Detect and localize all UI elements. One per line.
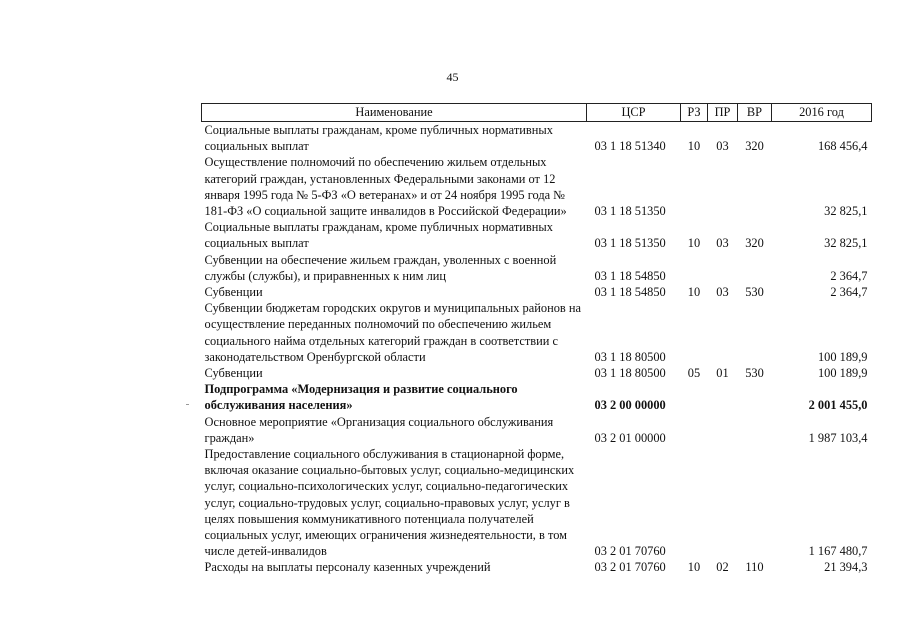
table-row xyxy=(202,219,872,251)
table-row xyxy=(202,284,872,300)
row-vr-code xyxy=(738,414,772,446)
table-row xyxy=(202,559,872,575)
row-csr-code: 03 2 00 00000 xyxy=(594,398,666,413)
row-rz-code xyxy=(681,414,708,446)
table-row xyxy=(202,122,872,155)
row-pr-code: 03 xyxy=(716,236,729,251)
header-pr: ПР xyxy=(708,104,738,122)
row-pr-code: 02 xyxy=(716,560,729,575)
row-name: Основное мероприятие «Организация социального обслуживания граждан» xyxy=(204,414,554,445)
margin-mark xyxy=(186,404,189,405)
row-rz-code: 10 xyxy=(687,236,701,251)
row-name: Подпрограмма «Модернизация и развитие социального обслуживания населения» xyxy=(204,382,518,413)
row-amount: 21 394,3 xyxy=(824,560,868,575)
row-csr-code: 03 2 01 70760 xyxy=(594,560,666,575)
row-vr-code: 320 xyxy=(745,236,764,251)
row-csr-code: 03 1 18 80500 xyxy=(594,349,666,364)
row-rz-code xyxy=(681,300,708,365)
row-pr-code xyxy=(708,252,738,284)
row-amount: 1 987 103,4 xyxy=(808,430,868,445)
row-rz-code xyxy=(681,381,708,413)
row-amount: 2 364,7 xyxy=(830,285,868,300)
row-csr-code: 03 1 18 51340 xyxy=(594,139,666,154)
row-vr-code: 110 xyxy=(745,560,764,575)
table-row xyxy=(202,365,872,381)
row-vr-code xyxy=(738,446,772,559)
row-amount: 1 167 480,7 xyxy=(808,544,868,559)
row-rz-code xyxy=(681,446,708,559)
row-rz-code: 05 xyxy=(687,366,701,381)
row-amount: 2 364,7 xyxy=(830,268,868,283)
row-csr-code: 03 1 18 54850 xyxy=(594,268,666,283)
row-csr-code: 03 2 01 00000 xyxy=(594,430,666,445)
row-pr-code xyxy=(708,381,738,413)
row-pr-code: 03 xyxy=(716,285,729,300)
row-pr-code: 01 xyxy=(716,366,729,381)
header-name: Наименование xyxy=(202,104,587,122)
row-name: Социальные выплаты гражданам, кроме публичных нормативных социальных выплат xyxy=(204,123,553,154)
row-pr-code: 03 xyxy=(716,139,729,154)
table-row xyxy=(202,381,872,413)
row-name: Осуществление полномочий по обеспечению жильем отдельных категорий граждан, установленных Федеральными законами от 12 января 1995 года № 5-ФЗ «О ветеранах» и от 24 ноября 1995 года № 181-ФЗ «О социальной защите инвалидов в Российской Федерации» xyxy=(204,155,567,219)
header-csr: ЦСР xyxy=(587,104,681,122)
row-name: Субвенции xyxy=(204,366,263,381)
row-csr-code: 03 1 18 54850 xyxy=(594,285,666,300)
row-pr-code xyxy=(708,446,738,559)
row-amount: 32 825,1 xyxy=(824,236,868,251)
row-rz-code: 10 xyxy=(687,560,701,575)
table-body xyxy=(202,122,872,576)
row-name: Социальные выплаты гражданам, кроме публичных нормативных социальных выплат xyxy=(204,220,553,251)
row-rz-code: 10 xyxy=(687,139,701,154)
row-name: Субвенции на обеспечение жильем граждан, уволенных с военной службы (службы), и приравненных к ним лиц xyxy=(204,252,557,283)
table-row xyxy=(202,154,872,219)
row-name: Расходы на выплаты персоналу казенных учреждений xyxy=(204,560,491,575)
row-csr-code: 03 1 18 80500 xyxy=(594,366,666,381)
table-row xyxy=(202,446,872,559)
row-csr-code: 03 1 18 51350 xyxy=(594,204,666,219)
row-amount: 32 825,1 xyxy=(824,204,868,219)
row-amount: 2 001 455,0 xyxy=(808,398,868,413)
row-vr-code: 530 xyxy=(745,285,764,300)
row-amount: 100 189,9 xyxy=(817,366,868,381)
row-vr-code xyxy=(738,154,772,219)
header-rz: РЗ xyxy=(681,104,708,122)
table-row xyxy=(202,252,872,284)
row-csr-code: 03 1 18 51350 xyxy=(594,236,666,251)
row-rz-code xyxy=(681,252,708,284)
row-vr-code xyxy=(738,252,772,284)
row-pr-code xyxy=(708,154,738,219)
row-pr-code xyxy=(708,414,738,446)
header-vr: ВР xyxy=(738,104,772,122)
row-amount: 168 456,4 xyxy=(817,139,868,154)
header-year: 2016 год xyxy=(772,104,872,122)
row-name: Субвенции бюджетам городских округов и муниципальных районов на осуществление переданных полномочий по обеспечению жильем социального найма отдельных категорий граждан в соответствии с законодательством Оренбургской области xyxy=(204,301,581,364)
row-pr-code xyxy=(708,300,738,365)
row-amount: 100 189,9 xyxy=(817,349,868,364)
row-csr-code: 03 2 01 70760 xyxy=(594,544,666,559)
table-row xyxy=(202,414,872,446)
row-name: Субвенции xyxy=(204,285,263,300)
table-row xyxy=(202,300,872,365)
row-vr-code xyxy=(738,381,772,413)
row-vr-code xyxy=(738,300,772,365)
row-vr-code: 320 xyxy=(745,139,764,154)
table-header-row xyxy=(202,104,872,122)
row-rz-code: 10 xyxy=(687,285,701,300)
budget-table xyxy=(201,103,872,576)
page-number: 45 xyxy=(446,70,459,84)
row-rz-code xyxy=(681,154,708,219)
row-name: Предоставление социального обслуживания в стационарной форме, включая оказание социально-бытовых услуг, социально-медицинских услуг, социально-психологических услуг, социально-педагогических услуг, социально-трудовых услуг, социально-правовых услуг, услуг в целях повышения коммуникативного потенциала получателей социальных услуг, имеющих ограничения жизнедеятельности, в том числе детей-инвалидов xyxy=(204,447,575,559)
row-vr-code: 530 xyxy=(745,366,764,381)
